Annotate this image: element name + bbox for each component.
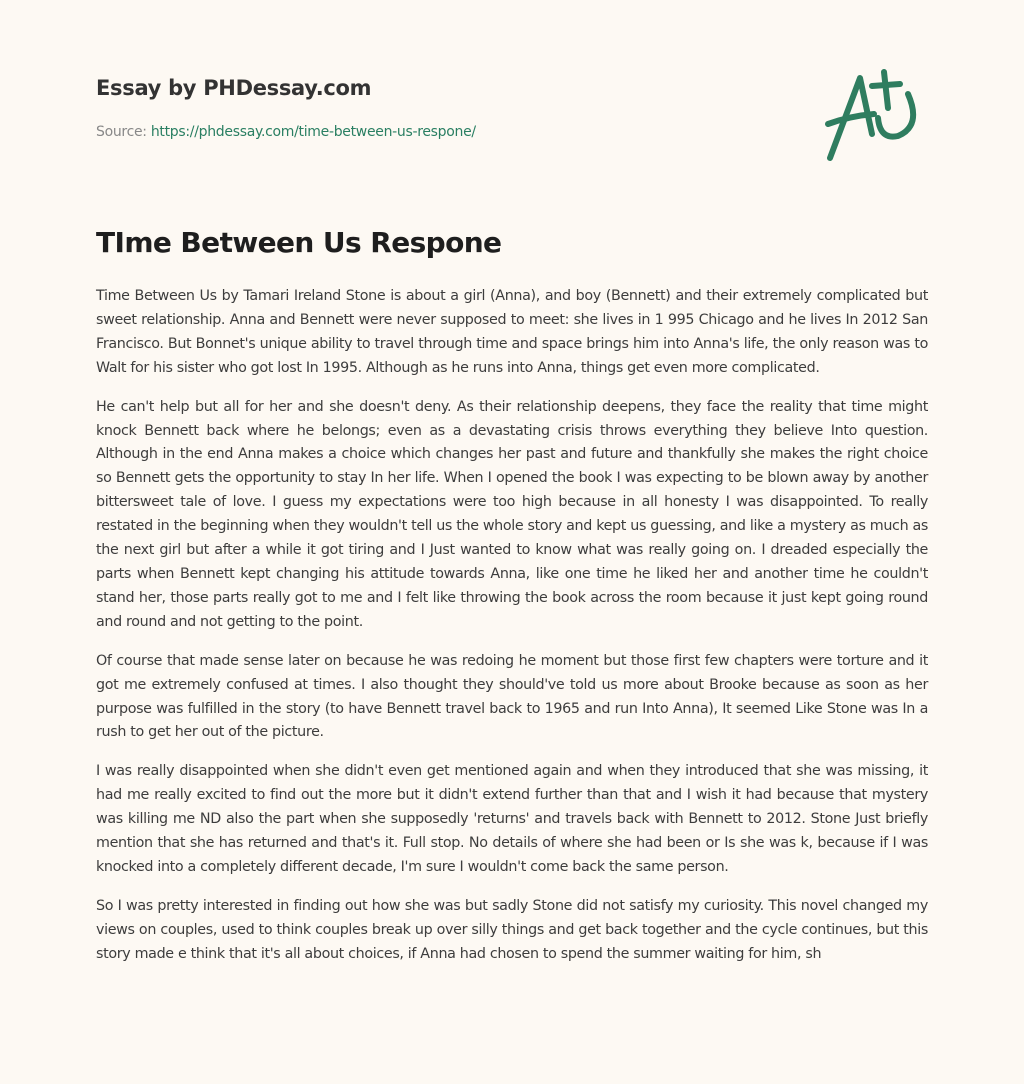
essay-paragraph: Time Between Us by Tamari Ireland Stone is about a girl (Anna), and boy (Bennett) and their extremely complicated but sweet relationship. Anna and Bennett were never supposed to meet: she lives in 1 995 Chicago and he lives In 2012 San Francisco. But Bonnet's unique ability to travel through time and space brings him into Anna's life, the only reason was to Walt for his sister who got lost In 1995. Although as he runs into Anna, things get even more complicated. — [96, 288, 928, 376]
site-brand: Essay by PHDessay.com — [96, 76, 372, 100]
essay-paragraph: I was really disappointed when she didn't even get mentioned again and when they introduced that she was missing, it had me really excited to find out the more but it didn't extend further than that and I wish it had because that mystery was killing me ND also the part when she supposedly 'returns' and travels back with Bennett to 2012. Stone Just briefly mention that she has returned and that's it. Full stop. No details of where she had been or Is she was k, because if I was knocked into a completely different decade, I'm sure I wouldn't come back the same person. — [96, 763, 928, 875]
essay-title: TIme Between Us Respone — [96, 226, 502, 259]
source-link[interactable]: https://phdessay.com/time-between-us-respone/ — [150, 124, 476, 140]
a-plus-logo-icon — [822, 66, 926, 166]
essay-body — [96, 285, 928, 982]
source-label: Source: — [96, 124, 147, 140]
essay-paragraph: He can't help but all for her and she doesn't deny. As their relationship deepens, they face the reality that time might knock Bennett back where he belongs; even as a devastating crisis throws everything they believe Into question. Although in the end Anna makes a choice which changes her past and future and thankfully she makes the right choice so Bennett gets the opportunity to stay In her life. When I opened the book I was expecting to be blown away by another bittersweet tale of love. I guess my expectations were too high because in all honesty I was disappointed. To really restated in the beginning when they wouldn't tell us the whole story and kept us guessing, and like a mystery as much as the next girl but after a while it got tiring and I Just wanted to know what was really going on. I dreaded especially the parts when Bennett kept changing his attitude towards Anna, like one time he liked her and another time he couldn't stand her, those parts really got to me and I felt like throwing the book across the room because it just kept going round and round and not getting to the point. — [96, 398, 928, 630]
essay-paragraph: So I was pretty interested in finding out how she was but sadly Stone did not satisfy my curiosity. This novel changed my views on couples, used to think couples break up over silly things and get back together and the cycle continues, but this story made e think that it's all about choices, if Anna had chosen to spend the summer waiting for him, sh — [96, 897, 928, 962]
essay-paragraph: Of course that made sense later on because he was redoing he moment but those first few chapters were torture and it got me extremely confused at times. I also thought they should've told us more about Brooke because as soon as her purpose was fulfilled in the story (to have Bennett travel back to 1965 and run Into Anna), It seemed Like Stone was In a rush to get her out of the picture. — [96, 652, 928, 741]
source-line — [96, 124, 476, 140]
